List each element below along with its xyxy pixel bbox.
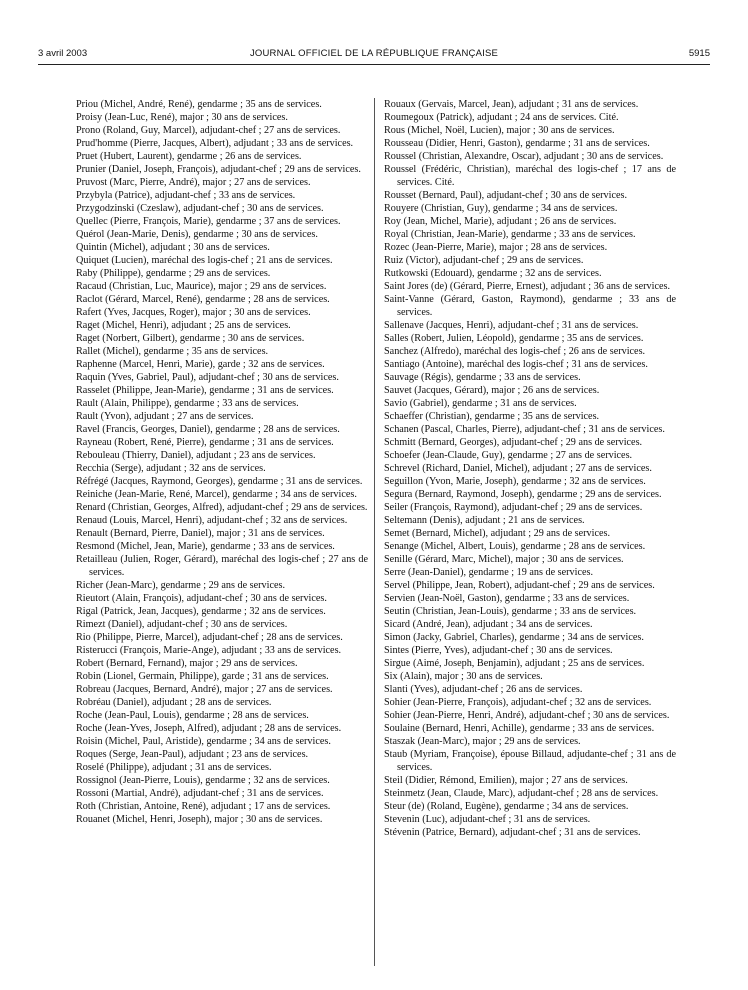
list-item: Savio (Gabriel), gendarme ; 31 ans de services. [384, 398, 577, 409]
list-item: Sanchez (Alfredo), maréchal des logis-chef ; 26 ans de services. [384, 346, 646, 357]
list-item: Roy (Jean, Michel, Marie), adjudant ; 26 ans de services. [384, 216, 617, 227]
list-item: Rio (Philippe, Pierre, Marcel), adjudant-chef ; 28 ans de services. [76, 632, 343, 643]
list-item: Schmitt (Bernard, Georges), adjudant-chef ; 29 ans de services. [384, 437, 643, 448]
list-item: Rousseau (Didier, Henri, Gaston), gendarme ; 31 ans de services. [384, 138, 650, 149]
page-date: 3 avril 2003 [38, 48, 88, 59]
list-item: Rouanet (Michel, Henri, Joseph), major ; 30 ans de services. [76, 814, 323, 825]
list-item: Racaud (Christian, Luc, Maurice), major ; 29 ans de services. [76, 281, 327, 292]
list-item: Soulaine (Bernard, Henri, Achille), gendarme ; 33 ans de services. [384, 723, 655, 734]
list-item: Roisin (Michel, Paul, Aristide), gendarme ; 34 ans de services. [76, 736, 331, 747]
list-item: Serre (Jean-Daniel), gendarme ; 19 ans de services. [384, 567, 594, 578]
list-item: Rossoni (Martial, André), adjudant-chef ; 31 ans de services. [76, 788, 324, 799]
list-item: Senange (Michel, Albert, Louis), gendarme ; 28 ans de services. [384, 541, 646, 552]
list-item: Roche (Jean-Paul, Louis), gendarme ; 28 ans de services. [76, 710, 309, 721]
list-item: Schaeffer (Christian), gendarme ; 35 ans de services. [384, 411, 600, 422]
list-item: Raget (Norbert, Gilbert), gendarme ; 30 ans de services. [76, 333, 305, 344]
list-item: Rayneau (Robert, René, Pierre), gendarme ; 31 ans de services. [76, 437, 334, 448]
list-item: Prunier (Daniel, Joseph, François), adjudant-chef ; 29 ans de services. [76, 164, 361, 175]
list-item: Sauvage (Régis), gendarme ; 33 ans de services. [384, 372, 581, 383]
list-item: Robert (Bernard, Fernand), major ; 29 ans de services. [76, 658, 298, 669]
list-item: Rault (Yvon), adjudant ; 27 ans de services. [76, 411, 254, 422]
list-item: Renaud (Louis, Marcel, Henri), adjudant-chef ; 32 ans de services. [76, 515, 348, 526]
list-item: Robreau (Jacques, Bernard, André), major ; 27 ans de services. [76, 684, 333, 695]
list-item: Quiquet (Lucien), maréchal des logis-chef ; 21 ans de services. [76, 255, 333, 266]
list-item: Raget (Michel, Henri), adjudant ; 25 ans de services. [76, 320, 291, 331]
left-column [76, 98, 368, 826]
list-item: Staszak (Jean-Marc), major ; 29 ans de services. [384, 736, 581, 747]
list-item: Sohier (Jean-Pierre, Henri, André), adjudant-chef ; 30 ans de services. [384, 710, 670, 721]
list-item: Rous (Michel, Noël, Lucien), major ; 30 ans de services. [384, 125, 615, 136]
list-item: Réfrégé (Jacques, Raymond, Georges), gendarme ; 31 ans de services. [76, 476, 363, 487]
journal-title: JOURNAL OFFICIEL DE LA RÉPUBLIQUE FRANÇAISE [249, 48, 499, 59]
list-item: Schrevel (Richard, Daniel, Michel), adjudant ; 27 ans de services. [384, 463, 652, 474]
list-item: Rousset (Bernard, Paul), adjudant-chef ; 30 ans de services. [384, 190, 628, 201]
list-item: Proisy (Jean-Luc, René), major ; 30 ans de services. [76, 112, 288, 123]
list-item: Stévenin (Patrice, Bernard), adjudant-chef ; 31 ans de services. [384, 827, 641, 838]
list-item: Richer (Jean-Marc), gendarme ; 29 ans de services. [76, 580, 286, 591]
page-header [38, 48, 710, 62]
list-item: Schanen (Pascal, Charles, Pierre), adjudant-chef ; 31 ans de services. [384, 424, 665, 435]
list-item: Rutkowski (Edouard), gendarme ; 32 ans de services. [384, 268, 602, 279]
list-item: Rouaux (Gervais, Marcel, Jean), adjudant ; 31 ans de services. [384, 99, 639, 110]
list-item: Roumegoux (Patrick), adjudant ; 24 ans de services. Cité. [384, 112, 619, 123]
column-divider [374, 98, 375, 966]
list-item: Royal (Christian, Jean-Marie), gendarme ; 33 ans de services. [384, 229, 636, 240]
list-item: Seutin (Christian, Jean-Louis), gendarme ; 33 ans de services. [384, 606, 637, 617]
list-item: Quellec (Pierre, François, Marie), gendarme ; 37 ans de services. [76, 216, 341, 227]
list-item: Santiago (Antoine), maréchal des logis-chef ; 31 ans de services. [384, 359, 648, 370]
list-item: Senille (Gérard, Marc, Michel), major ; 30 ans de services. [384, 554, 624, 565]
list-item: Segura (Bernard, Raymond, Joseph), gendarme ; 29 ans de services. [384, 489, 662, 500]
list-item: Sohier (Jean-Pierre, François), adjudant-chef ; 32 ans de services. [384, 697, 652, 708]
list-item: Rafert (Yves, Jacques, Roger), major ; 30 ans de services. [76, 307, 311, 318]
list-item: Steur (de) (Roland, Eugène), gendarme ; 34 ans de services. [384, 801, 629, 812]
list-item: Slanti (Yves), adjudant-chef ; 26 ans de services. [384, 684, 583, 695]
list-item: Renault (Bernard, Pierre, Daniel), major ; 31 ans de services. [76, 528, 325, 539]
list-item: Retailleau (Julien, Roger, Gérard), maréchal des logis-chef ; 27 ans de services. [76, 554, 368, 578]
list-item: Ravel (Francis, Georges, Daniel), gendarme ; 28 ans de services. [76, 424, 340, 435]
list-item: Priou (Michel, André, René), gendarme ; 35 ans de services. [76, 99, 322, 110]
list-item: Rasselet (Philippe, Jean-Marie), gendarme ; 31 ans de services. [76, 385, 334, 396]
list-item: Sauvet (Jacques, Gérard), major ; 26 ans de services. [384, 385, 600, 396]
list-item: Rossignol (Jean-Pierre, Louis), gendarme ; 32 ans de services. [76, 775, 330, 786]
right-column [384, 98, 676, 839]
list-item: Servel (Philippe, Jean, Robert), adjudant-chef ; 29 ans de services. [384, 580, 655, 591]
list-item: Quintin (Michel), adjudant ; 30 ans de services. [76, 242, 270, 253]
list-item: Recchia (Serge), adjudant ; 32 ans de services. [76, 463, 266, 474]
list-item: Pruet (Hubert, Laurent), gendarme ; 26 ans de services. [76, 151, 302, 162]
list-item: Rebouleau (Thierry, Daniel), adjudant ; 23 ans de services. [76, 450, 316, 461]
list-item: Prud'homme (Pierre, Jacques, Albert), adjudant ; 33 ans de services. [76, 138, 354, 149]
list-item: Roussel (Christian, Alexandre, Oscar), adjudant ; 30 ans de services. [384, 151, 664, 162]
list-item: Rouyere (Christian, Guy), gendarme ; 34 ans de services. [384, 203, 618, 214]
list-item: Reiniche (Jean-Marie, René, Marcel), gendarme ; 34 ans de services. [76, 489, 357, 500]
list-item: Six (Alain), major ; 30 ans de services. [384, 671, 543, 682]
list-item: Roussel (Frédéric, Christian), maréchal des logis-chef ; 17 ans de services. Cité. [384, 164, 676, 188]
list-item: Simon (Jacky, Gabriel, Charles), gendarme ; 34 ans de services. [384, 632, 644, 643]
list-item: Salles (Robert, Julien, Léopold), gendarme ; 35 ans de services. [384, 333, 644, 344]
list-item: Roselé (Philippe), adjudant ; 31 ans de services. [76, 762, 272, 773]
list-item: Quérol (Jean-Marie, Denis), gendarme ; 30 ans de services. [76, 229, 318, 240]
list-item: Rimezt (Daniel), adjudant-chef ; 30 ans de services. [76, 619, 288, 630]
list-item: Raby (Philippe), gendarme ; 29 ans de services. [76, 268, 271, 279]
list-item: Rigal (Patrick, Jean, Jacques), gendarme ; 32 ans de services. [76, 606, 326, 617]
list-item: Resmond (Michel, Jean, Marie), gendarme ; 33 ans de services. [76, 541, 335, 552]
list-item: Prono (Roland, Guy, Marcel), adjudant-chef ; 27 ans de services. [76, 125, 341, 136]
list-item: Steinmetz (Jean, Claude, Marc), adjudant-chef ; 28 ans de services. [384, 788, 659, 799]
list-item: Steil (Didier, Rémond, Emilien), major ; 27 ans de services. [384, 775, 628, 786]
list-item: Schoefer (Jean-Claude, Guy), gendarme ; 27 ans de services. [384, 450, 633, 461]
list-item: Sicard (André, Jean), adjudant ; 34 ans de services. [384, 619, 593, 630]
list-item: Servien (Jean-Noël, Gaston), gendarme ; 33 ans de services. [384, 593, 630, 604]
list-item: Staub (Myriam, Françoise), épouse Billaud, adjudante-chef ; 31 ans de services. [384, 749, 676, 773]
list-item: Rozec (Jean-Pierre, Marie), major ; 28 ans de services. [384, 242, 608, 253]
list-item: Przygodzinski (Czeslaw), adjudant-chef ; 30 ans de services. [76, 203, 324, 214]
list-item: Risterucci (François, Marie-Ange), adjudant ; 33 ans de services. [76, 645, 342, 656]
list-item: Seiler (François, Raymond), adjudant-chef ; 29 ans de services. [384, 502, 643, 513]
list-item: Roques (Serge, Jean-Paul), adjudant ; 23 ans de services. [76, 749, 309, 760]
list-item: Semet (Bernard, Michel), adjudant ; 29 ans de services. [384, 528, 611, 539]
list-item: Roth (Christian, Antoine, René), adjudant ; 17 ans de services. [76, 801, 331, 812]
list-item: Rallet (Michel), gendarme ; 35 ans de services. [76, 346, 269, 357]
list-item: Saint-Vanne (Gérard, Gaston, Raymond), gendarme ; 33 ans de services. [384, 294, 676, 318]
list-item: Pruvost (Marc, Pierre, André), major ; 27 ans de services. [76, 177, 311, 188]
list-item: Stevenin (Luc), adjudant-chef ; 31 ans de services. [384, 814, 591, 825]
list-item: Seguillon (Yvon, Marie, Joseph), gendarme ; 32 ans de services. [384, 476, 646, 487]
list-item: Przybyla (Patrice), adjudant-chef ; 33 ans de services. [76, 190, 296, 201]
page-number: 5915 [688, 48, 710, 59]
list-item: Saint Jores (de) (Gérard, Pierre, Ernest), adjudant ; 36 ans de services. [384, 281, 671, 292]
list-item: Robréau (Daniel), adjudant ; 28 ans de services. [76, 697, 272, 708]
header-rule [38, 64, 710, 65]
list-item: Seltemann (Denis), adjudant ; 21 ans de services. [384, 515, 585, 526]
list-item: Raquin (Yves, Gabriel, Paul), adjudant-chef ; 30 ans de services. [76, 372, 339, 383]
list-item: Sallenave (Jacques, Henri), adjudant-chef ; 31 ans de services. [384, 320, 639, 331]
list-item: Sintes (Pierre, Yves), adjudant-chef ; 30 ans de services. [384, 645, 613, 656]
list-item: Roche (Jean-Yves, Joseph, Alfred), adjudant ; 28 ans de services. [76, 723, 342, 734]
list-item: Rault (Alain, Philippe), gendarme ; 33 ans de services. [76, 398, 299, 409]
list-item: Ruiz (Victor), adjudant-chef ; 29 ans de services. [384, 255, 584, 266]
list-item: Raclot (Gérard, Marcel, René), gendarme ; 28 ans de services. [76, 294, 330, 305]
list-item: Rieutort (Alain, François), adjudant-chef ; 30 ans de services. [76, 593, 327, 604]
list-item: Sirgue (Aimé, Joseph, Benjamin), adjudant ; 25 ans de services. [384, 658, 645, 669]
list-item: Raphenne (Marcel, Henri, Marie), garde ; 32 ans de services. [76, 359, 325, 370]
list-item: Robin (Lionel, Germain, Philippe), garde ; 31 ans de services. [76, 671, 329, 682]
list-item: Renard (Christian, Georges, Alfred), adjudant-chef ; 29 ans de services. [76, 502, 368, 513]
